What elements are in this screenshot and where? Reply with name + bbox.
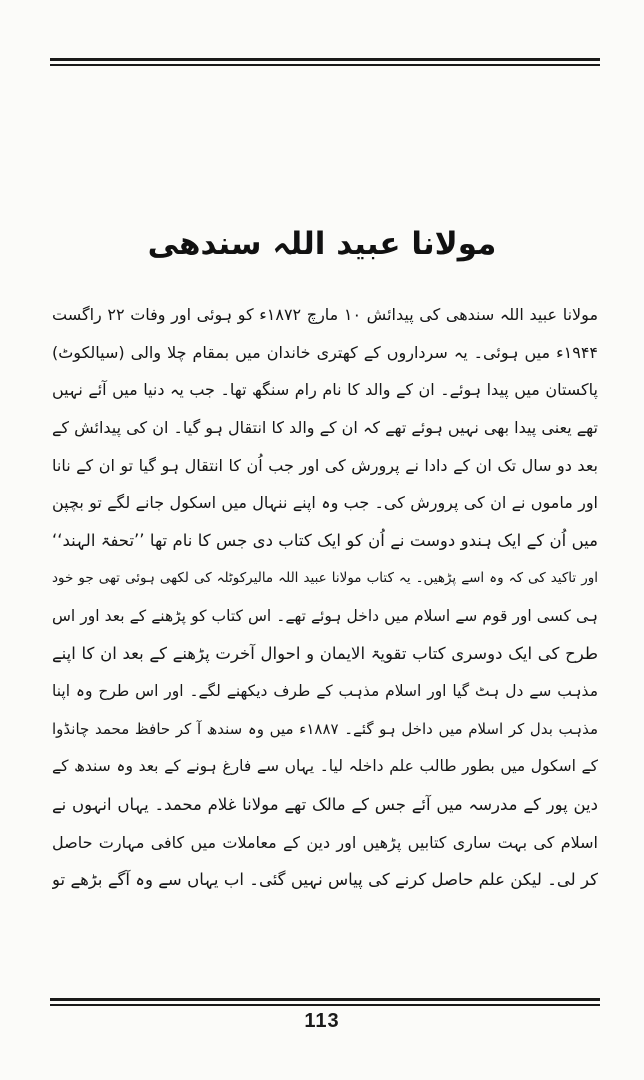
text-line: مذہب بدل کر اسلام میں داخل ہو گئے۔ ۱۸۸۷ء میں وہ سندھ آ کر حافظ محمد چانڈوا	[52, 719, 598, 738]
body-text	[52, 296, 598, 899]
text-line: دین پور کے مدرسہ میں آئے جس کے مالک تھے مولانا غلام محمد۔ یہاں انہوں نے	[52, 794, 598, 814]
text-line: میں اُن کے ایک ہندو دوست نے اُن کو ایک کتاب دی جس کا نام تھا ’’تحفۃ الہند‘‘	[52, 531, 598, 551]
text-line: اسلام کی بہت ساری کتابیں پڑھیں اور دین کے معاملات میں کافی مہارت حاصل	[52, 832, 598, 852]
text-line: مذہب سے دل ہٹ گیا اور اسلام مذہب کے طرف دیکھنے لگے۔ اور اس طرح وہ اپنا	[52, 681, 598, 700]
top-double-rule	[50, 58, 600, 68]
text-line: پاکستان میں پیدا ہوئے۔ ان کے والد کا نام رام سنگھ تھا۔ جب یہ دنیا میں آئے نہیں	[52, 380, 598, 400]
text-line: اور تاکید کی کہ وہ اسے پڑھیں۔ یہ کتاب مولانا عبید اللہ مالیرکوٹلہ کی لکھی ہوئی تھی جو خود	[52, 569, 598, 586]
text-line: کے اسکول میں بطور طالب علم داخلہ لیا۔ یہاں سے فارغ ہونے کے بعد وہ سندھ کے	[52, 757, 598, 776]
text-line: طرح کی ایک دوسری کتاب تقویۃ الایمان و احوال آخرت پڑھنے کے بعد ان کا اپنے	[52, 644, 598, 664]
text-line: کر لی۔ لیکن علم حاصل کرنے کی پیاس نہیں گئی۔ اب یہاں سے وہ آگے بڑھے تو	[52, 870, 598, 890]
chapter-title: مولانا عبید اللہ سندھی	[147, 226, 497, 262]
page-number: 113	[304, 1010, 340, 1032]
text-line: بعد دو سال تک ان کے دادا نے پرورش کی اور جب اُن کا انتقال ہو گیا تو ان کے نانا	[52, 455, 598, 475]
text-line: مولانا عبید اللہ سندھی کی پیدائش ۱۰ مارچ ۱۸۷۲ء کو ہوئی اور وفات ۲۲ راگست	[52, 305, 598, 324]
text-line: ہی کسی اور قوم سے اسلام میں داخل ہوئے تھے۔ اس کتاب کو پڑھنے کے بعد اور اس	[52, 606, 598, 625]
text-line: اور ماموں نے ان کی پرورش کی۔ جب وہ اپنے ننہال میں اسکول جانے لگے تو بچپن	[52, 493, 598, 513]
bottom-double-rule	[50, 998, 600, 1008]
text-line: ۱۹۴۴ء میں ہوئی۔ یہ سرداروں کے کھتری خاندان میں بمقام چلا والی (سیالکوٹ)	[52, 342, 598, 362]
text-line: تھے یعنی پیدا بھی نہیں ہوئے تھے کہ ان کے والد کا انتقال ہو گیا۔ ان کی پیدائش کے	[52, 418, 598, 438]
